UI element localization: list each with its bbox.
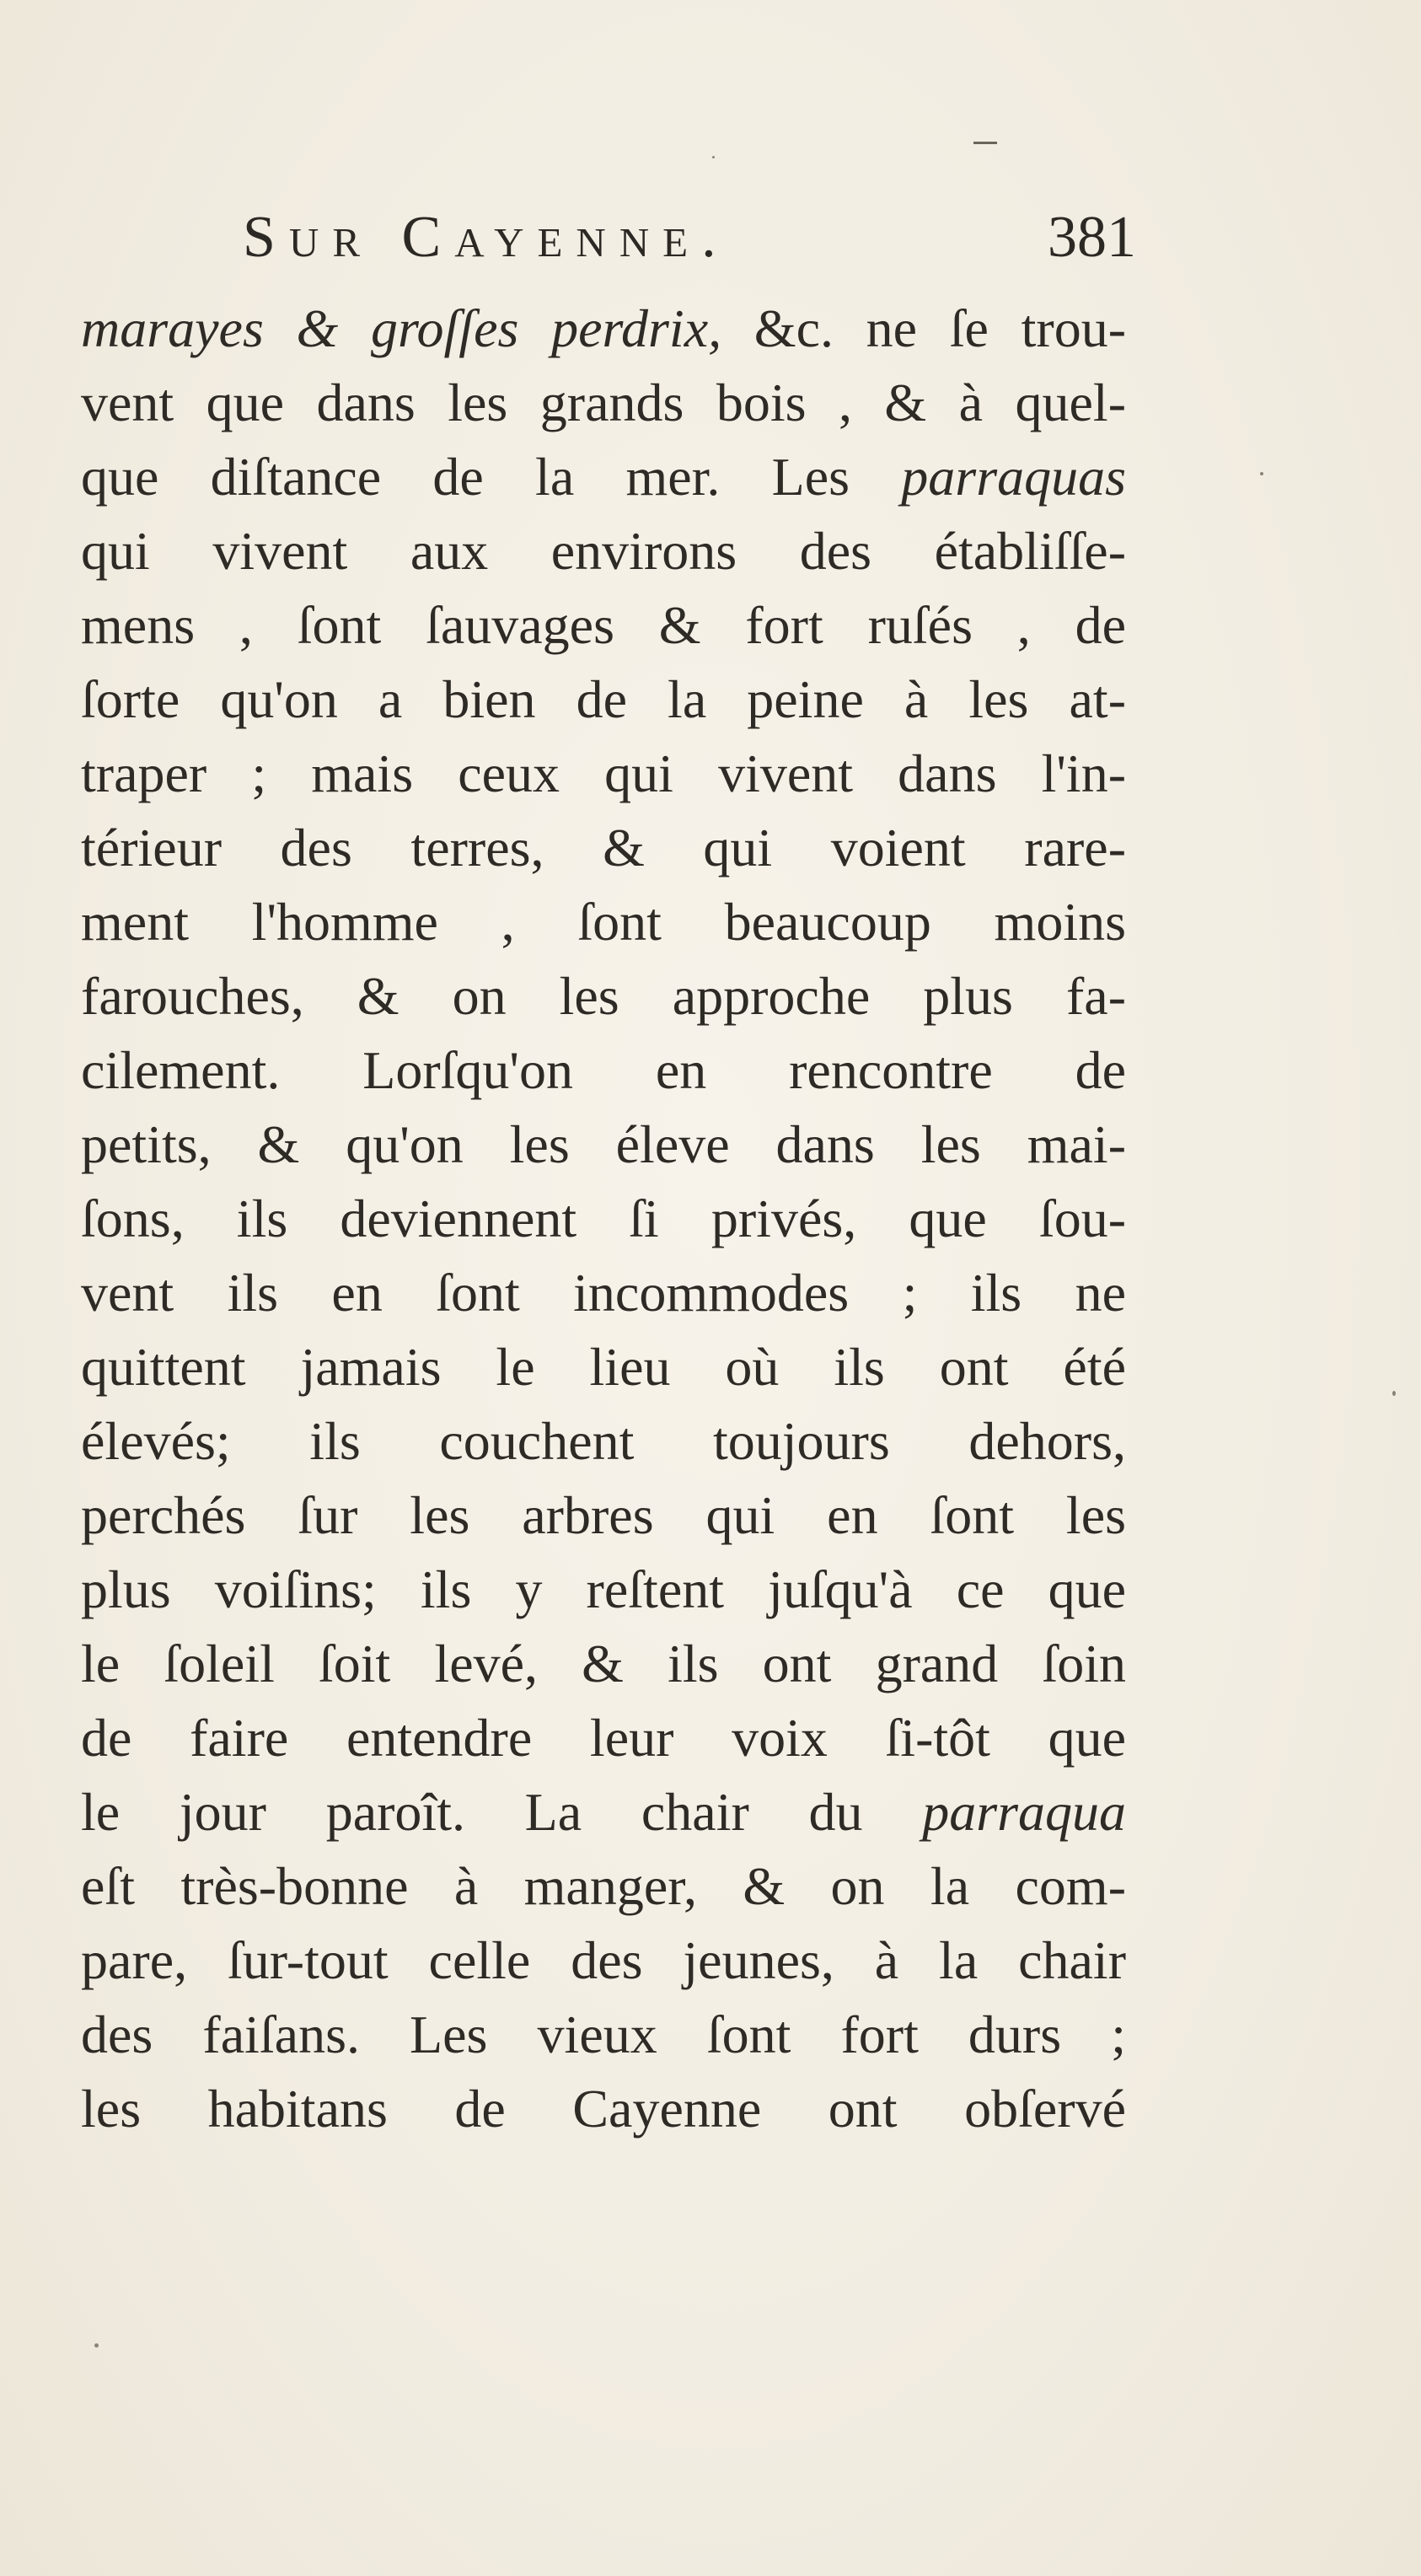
text-line xyxy=(81,440,1126,514)
text-segment: élevés; ils couchent toujours dehors, xyxy=(81,1411,1126,1471)
text-line xyxy=(81,588,1126,663)
text-line xyxy=(81,1033,1126,1108)
text-line xyxy=(81,1701,1126,1775)
text-line xyxy=(81,1627,1126,1701)
text-line xyxy=(81,1924,1126,1998)
text-line xyxy=(81,1182,1126,1256)
text-segment: &c. ne ſe trou- xyxy=(721,298,1127,358)
text-segment: térieur des terres, & qui voient rare- xyxy=(81,818,1126,877)
text-line xyxy=(81,292,1126,366)
text-segment: vent que dans les grands bois , & à quel- xyxy=(81,373,1126,432)
text-segment: petits, & qu'on les éleve dans les mai- xyxy=(81,1114,1126,1174)
text-segment: cilement. Lorſqu'on en rencontre de xyxy=(81,1040,1126,1100)
text-line xyxy=(81,1998,1126,2072)
text-segment: pare, ſur-tout celle des jeunes, à la chair xyxy=(81,1930,1126,1990)
text-segment: des faiſans. Les vieux ſont fort durs ; xyxy=(81,2004,1126,2064)
text-line xyxy=(81,885,1126,959)
text-segment: mens , ſont ſauvages & fort ruſés , de xyxy=(81,595,1126,655)
italic-text-segment: marayes & groſſes perdrix, xyxy=(81,298,722,358)
text-segment: perchés ſur les arbres qui en ſont les xyxy=(81,1485,1126,1545)
text-segment: ſons, ils deviennent ſi privés, que ſou- xyxy=(81,1189,1126,1248)
text-segment: quittent jamais le lieu où ils ont été xyxy=(81,1337,1126,1397)
running-head xyxy=(243,196,1136,280)
paper-speck xyxy=(712,156,715,158)
text-line xyxy=(81,1404,1126,1479)
text-line xyxy=(81,1330,1126,1404)
body-text xyxy=(81,292,1126,2146)
text-segment: ſorte qu'on a bien de la peine à les at- xyxy=(81,669,1126,729)
printer-mark xyxy=(973,142,997,144)
page-number: 381 xyxy=(1048,205,1136,270)
italic-text-segment: parraquas xyxy=(901,447,1126,507)
text-segment: plus voiſins; ils y reſtent juſqu'à ce que xyxy=(81,1559,1126,1619)
text-line xyxy=(81,1108,1126,1182)
text-segment: traper ; mais ceux qui vivent dans l'in- xyxy=(81,743,1126,803)
text-line xyxy=(81,959,1126,1033)
text-line xyxy=(81,366,1126,440)
text-segment: que diſtance de la mer. Les xyxy=(81,447,902,507)
text-line xyxy=(81,1553,1126,1627)
text-segment: le ſoleil ſoit levé, & ils ont grand ſoin xyxy=(81,1634,1126,1693)
running-head-title: Sur Cayenne. xyxy=(243,205,730,270)
text-segment: vent ils en ſont incommodes ; ils ne xyxy=(81,1263,1126,1323)
text-segment: qui vivent aux environs des établiſſe- xyxy=(81,521,1126,581)
text-segment: farouches, & on les approche plus fa- xyxy=(81,966,1126,1026)
paper-speck xyxy=(94,2343,99,2348)
text-line xyxy=(81,1775,1126,1849)
text-line xyxy=(81,2072,1126,2146)
text-segment: ment l'homme , ſont beaucoup moins xyxy=(81,892,1126,952)
text-line xyxy=(81,811,1126,885)
text-segment: les habitans de Cayenne ont obſervé xyxy=(81,2079,1126,2139)
text-line xyxy=(81,514,1126,588)
italic-text-segment: parraqua xyxy=(922,1782,1126,1842)
text-line xyxy=(81,1849,1126,1924)
text-line xyxy=(81,1256,1126,1330)
paper-speck xyxy=(1260,472,1263,475)
text-segment: eſt très-bonne à manger, & on la com- xyxy=(81,1856,1126,1916)
text-line xyxy=(81,737,1126,811)
text-segment: le jour paroît. La chair du xyxy=(81,1782,923,1842)
text-line xyxy=(81,1479,1126,1553)
text-line xyxy=(81,663,1126,737)
paper-speck xyxy=(1392,1391,1396,1396)
text-segment: de faire entendre leur voix ſi-tôt que xyxy=(81,1708,1126,1768)
